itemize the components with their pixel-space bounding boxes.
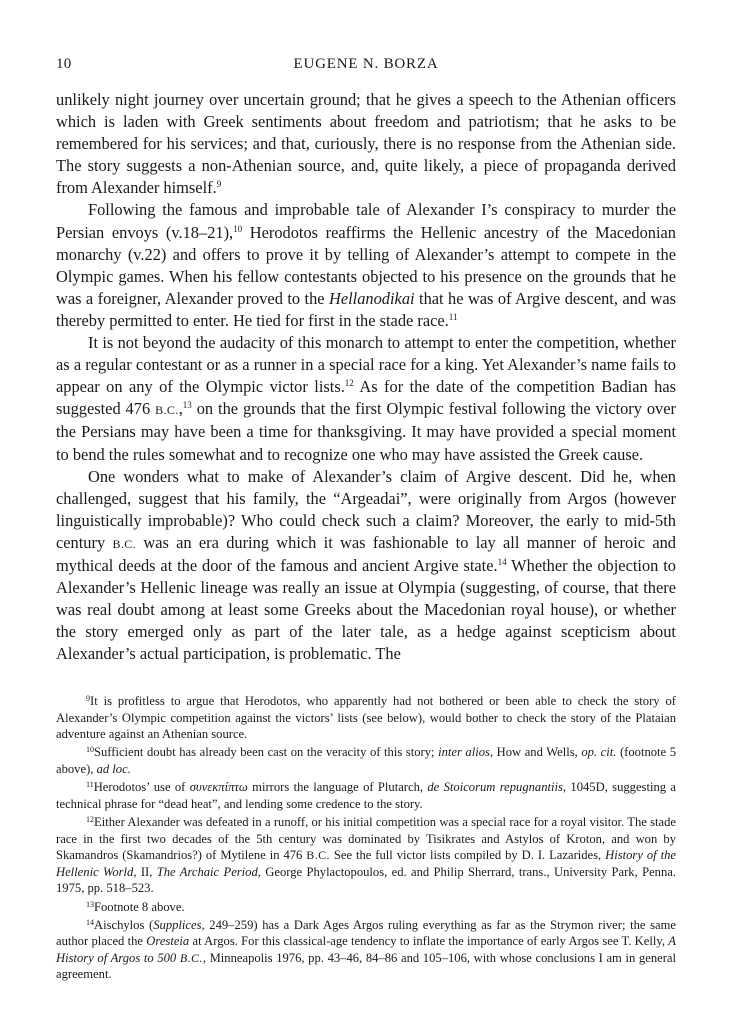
text-run: As for the date of the competition Badian has suggested 476 bbox=[56, 377, 677, 419]
text-run: Herodotos reaffirms the Hellenic ancestry of the Macedonian monarchy (v.22) and offers to prove it by telling of Alexander’s attempt to compete in the Olympic games. When his fellow contestants objected to his presence on the grounds that he was a foreigner, Alexander proved to the bbox=[56, 222, 676, 308]
paragraph-2 bbox=[56, 199, 676, 332]
footnote-text: mirrors the language of Plutarch, bbox=[247, 780, 428, 795]
footnote-text: , How and Wells, bbox=[489, 745, 582, 760]
text-run: was an era during which it was fashionable to lay all manner of heroic and mythical deeds at the door of the famous and ancient Argive state. bbox=[56, 532, 676, 575]
text-run: on the grounds that the first Olympic festival following the victory over the Persians may have been a time for thanksgiving. It may have provided a special moment to bend the rules somewhat and to recognize one who may have assisted the Greek cause. bbox=[56, 399, 676, 464]
text-run: that he was of Argive descent, and was thereby permitted to enter. He tied for first in the stade race. bbox=[56, 288, 676, 330]
footnote-14 bbox=[56, 917, 676, 983]
footnote-number: 13 bbox=[86, 899, 94, 909]
footnote-text: Herodotos’ use of bbox=[93, 780, 190, 795]
footnote-text: It is profitless to argue that Herodotos, who apparently had not bothered or been able to check the story of Alexander’s Olympic competition against the victors’ lists (see below), would bother to check the story of the Plataian adventure against an Athenian source. bbox=[56, 694, 676, 742]
italic-title: A History of Argos to 500 bbox=[56, 934, 676, 965]
footnote-text: , Minneapolis 1976, pp. 43–46, 84–86 and 105–106, with whose conclusions I am in general agreement. bbox=[56, 950, 676, 982]
footnote-ref-14[interactable]: 14 bbox=[497, 556, 507, 567]
footnote-text: , II, bbox=[133, 864, 157, 879]
italic-term: ad loc. bbox=[96, 761, 131, 776]
paragraph-1 bbox=[56, 89, 676, 199]
italic-title: The Archaic Period bbox=[156, 864, 258, 879]
text-run: , bbox=[178, 399, 183, 419]
footnote-number: 14 bbox=[86, 917, 94, 927]
footnote-ref-9[interactable]: 9 bbox=[216, 179, 222, 190]
small-caps-bc: B.C. bbox=[155, 403, 179, 418]
footnote-text: Either Alexander was defeated in a runoff, or his initial competition was a special race for a royal visitor. The stade race in the first two decades of the 5th century was dominated by Tisikrates and Astylos of Kroton, and won by Skamandros (Skamandrios?) of Mytilene in 476 bbox=[56, 814, 676, 863]
italic-term: Hellanodikai bbox=[328, 288, 415, 308]
small-caps-bc: B.C. bbox=[306, 848, 330, 863]
footnote-text: , 249–259) has a Dark Ages Argos ruling everything as far as the Strymon river; the same author placed the bbox=[56, 917, 676, 949]
footnote-10 bbox=[56, 744, 676, 777]
footnote-text: at Argos. For this classical-age tendency to inflate the importance of early Argos see T. Kelly, bbox=[189, 934, 669, 949]
footnote-text: Sufficient doubt has already been cast on the veracity of this story; bbox=[94, 745, 439, 760]
main-text bbox=[56, 89, 676, 665]
footnote-13 bbox=[56, 899, 676, 916]
italic-title: Oresteia bbox=[146, 934, 190, 949]
footnote-12 bbox=[56, 814, 676, 897]
small-caps-bc: B.C. bbox=[179, 950, 203, 965]
footnotes bbox=[56, 693, 676, 983]
footnote-number: 9 bbox=[86, 694, 90, 703]
paragraph-3 bbox=[56, 332, 676, 466]
footnote-text: , George Phylactopoulos, ed. and Philip Sherrard, trans., University Park, Penna. 1975, pp. 518–523. bbox=[56, 864, 676, 896]
footnote-11 bbox=[56, 779, 676, 812]
footnote-ref-12[interactable]: 12 bbox=[344, 378, 354, 389]
text-run: unlikely night journey over uncertain ground; that he gives a speech to the Athenian officers which is laden with Greek sentiments about freedom and patriotism; that he asks to be remembered for his services; and that, curiously, there is no response from the Athenian side. The story suggests a non-Athenian source, and, quite likely, a piece of propaganda derived from Alexander himself. bbox=[56, 90, 676, 198]
italic-title: History of the Hellenic World bbox=[56, 848, 676, 879]
footnote-ref-10[interactable]: 10 bbox=[233, 223, 243, 234]
footnote-9 bbox=[56, 693, 676, 743]
small-caps-bc: B.C. bbox=[112, 536, 137, 551]
running-title: EUGENE N. BORZA bbox=[293, 56, 439, 72]
footnote-text: , 1045D, suggesting a technical phrase for “dead heat”, and lending some credence to the story. bbox=[56, 780, 676, 811]
italic-term: op. cit. bbox=[581, 745, 617, 760]
footnote-number: 12 bbox=[86, 814, 94, 824]
footnote-text: Aischylos ( bbox=[94, 917, 154, 932]
italic-title: de Stoicorum repugnantiis bbox=[427, 780, 563, 795]
text-run: One wonders what to make of Alexander’s claim of Argive descent. Did he, when challenged, suggest that his family, the “Argeadai”, were originally from Argos (however linguistically improbable)? Who could check such a claim? Moreover, the early to mid-5th century bbox=[56, 466, 676, 552]
footnote-text: See the full victor lists compiled by D. I. Lazarides, bbox=[329, 848, 606, 863]
footnote-text: (footnote 5 above), bbox=[56, 745, 676, 776]
italic-title: Supplices bbox=[153, 917, 202, 932]
footnote-ref-13[interactable]: 13 bbox=[182, 400, 192, 411]
footnote-ref-11[interactable]: 11 bbox=[448, 311, 458, 322]
footnote-number: 11 bbox=[86, 780, 94, 790]
italic-term: inter alios bbox=[438, 745, 490, 760]
page-header bbox=[56, 56, 676, 78]
text-run: Following the famous and improbable tale of Alexander I’s conspiracy to murder the Persian envoys (v.18–21), bbox=[56, 200, 676, 242]
text-run: It is not beyond the audacity of this monarch to attempt to enter the competition, whether as a regular contestant or as a runner in a special race for a king. Yet Alexander’s name fails to appear on any of the Olympic victor lists. bbox=[56, 333, 676, 397]
paragraph-4 bbox=[56, 466, 676, 666]
greek-word: συνεκπίπτω bbox=[189, 780, 248, 795]
footnote-number: 10 bbox=[86, 745, 94, 755]
text-run: Whether the objection to Alexander’s Hellenic lineage was really an issue at Olympia (suggesting, of course, that there was real doubt among at least some Greeks about the Macedonian royal house), or whether the story emerged only as part of the later tale, as a hedge against scepticism about Alexander’s actual participation, is problematic. The bbox=[56, 555, 676, 664]
footnote-text: Footnote 8 above. bbox=[94, 899, 185, 914]
page-number: 10 bbox=[56, 56, 72, 72]
